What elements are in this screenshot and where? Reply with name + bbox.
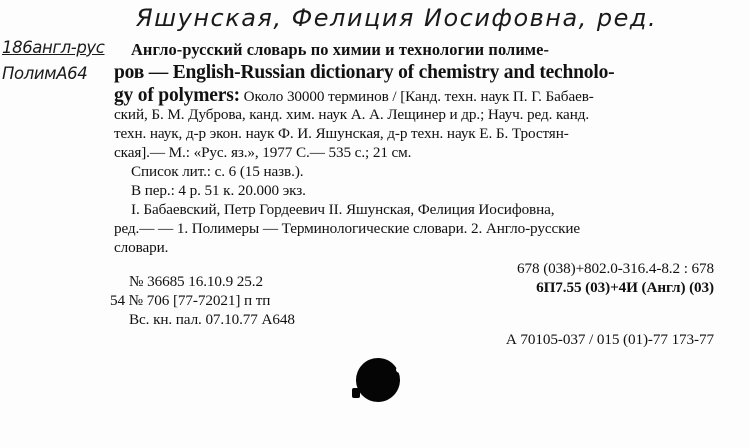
registration-line-2: 54 № 706 [77-72021] п тп xyxy=(110,292,271,309)
punched-hole xyxy=(356,358,400,402)
price-note: В пер.: 4 р. 51 к. 20.000 экз. xyxy=(131,182,306,199)
entry-line-6: ская].— М.: «Рус. яз.», 1977 С.— 535 с.; 21 см. xyxy=(114,144,412,161)
title-line-3-bold: gy of polymers: xyxy=(114,85,240,106)
tracing-line-1: I. Бабаевский, Петр Гордеевич II. Яшунская, Фелиция Иосифовна, xyxy=(131,201,555,218)
title-line-3-rest: Около 30000 терминов / [Канд. техн. наук П. Г. Бабаев- xyxy=(239,88,594,105)
tracing-line-3: словари. xyxy=(114,239,169,256)
tracing-line-2: ред.— — 1. Полимеры — Терминологические словари. 2. Англо-русские xyxy=(114,220,581,237)
bbk-index: 6П7.55 (03)+4И (Англ) (03) xyxy=(536,279,714,296)
title-line-2: ров — English-Russian dictionary of chemistry and technolo- xyxy=(114,62,615,83)
handwritten-shelf-mark-1: 186англ-рус xyxy=(2,38,105,57)
title-line-1: Англо-русский словарь по химии и технологии полиме- xyxy=(131,40,550,59)
registration-line-3: Вс. кн. пал. 07.10.77 А648 xyxy=(129,311,295,328)
entry-line-5: техн. наук, д-р экон. наук Ф. И. Яшунская, д-р техн. наук Е. Б. Тростян- xyxy=(114,125,569,142)
bibliography-note: Список лит.: с. 6 (15 назв.). xyxy=(131,163,304,180)
handwritten-editor-note: Яшунская, Фелиция Иосифовна, ред. xyxy=(136,4,658,32)
registration-line-1: № 36685 16.10.9 25.2 xyxy=(129,273,263,290)
registration-code: А 70105-037 / 015 (01)-77 173-77 xyxy=(505,331,714,348)
title-line-3 xyxy=(114,86,594,106)
handwritten-shelf-mark-2: ПолимА64 xyxy=(2,64,88,83)
punched-hole-notch xyxy=(352,388,360,398)
punched-hole-highlight xyxy=(396,366,404,373)
udc-index: 678 (038)+802.0-316.4-8.2 : 678 xyxy=(517,260,714,277)
entry-line-4: ский, Б. М. Дуброва, канд. хим. наук А. А. Лещинер и др.; Науч. ред. канд. xyxy=(114,106,590,123)
